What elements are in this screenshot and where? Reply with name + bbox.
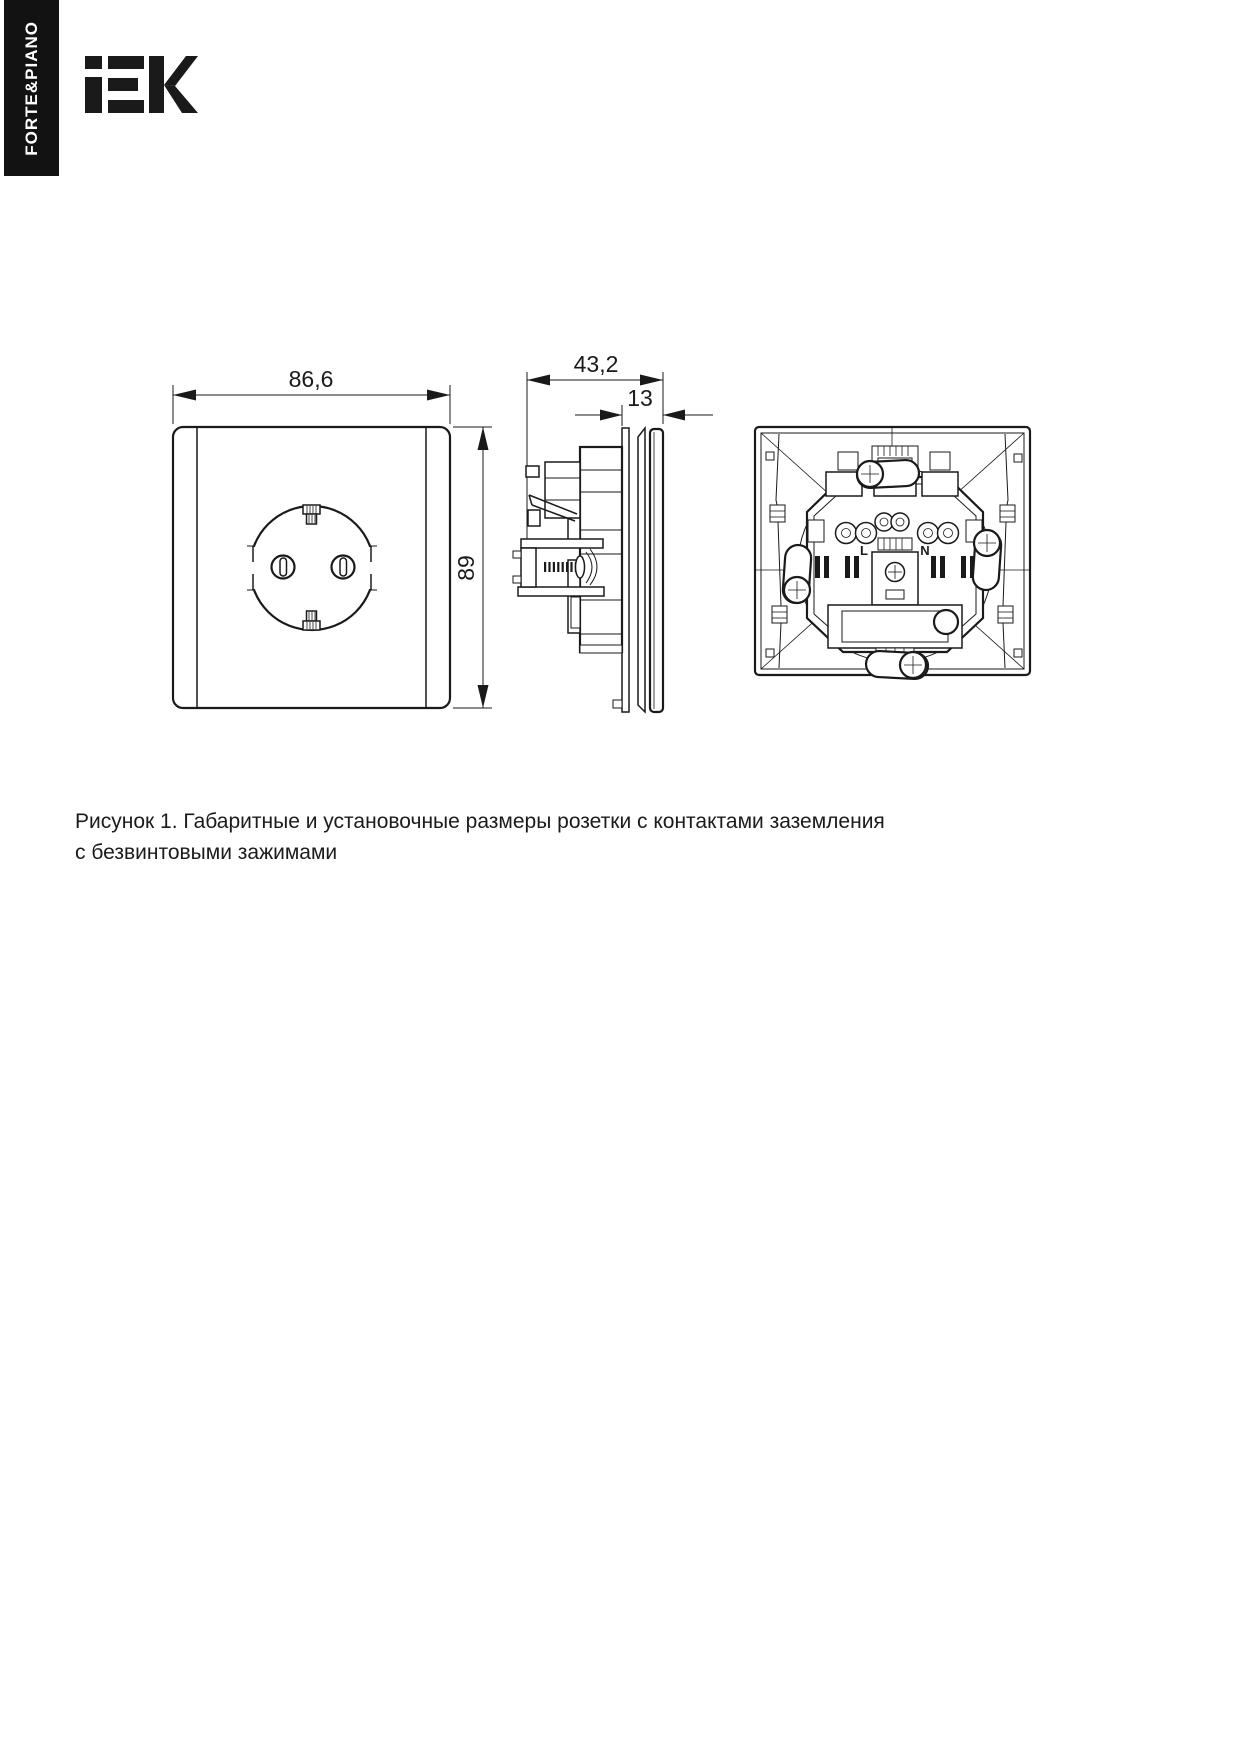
figure-caption [75,806,955,868]
terminal-label-live: L [860,543,868,558]
iek-logo [85,56,198,113]
figure-caption-line1: Рисунок 1. Габаритные и установочные размеры розетки с контактами заземления [75,810,885,833]
mounting-claw-top [856,459,919,488]
brand-series-label: FORTE&PIANO [21,20,41,156]
side-total-depth-dimension: 43,2 [573,351,619,377]
earth-contact-bottom [303,611,320,630]
figure-drawing [0,325,1239,755]
back-view [755,427,1030,680]
iek-logo-icon [85,56,198,113]
figure-caption-line2: с безвинтовыми зажимами [75,841,338,864]
mounting-claw-right [972,530,1002,591]
brand-series-tab [4,0,59,176]
mounting-claw-bottom [865,650,928,679]
front-width-dimension: 86,6 [288,366,334,392]
front-view [173,366,492,708]
terminal-label-neutral: N [920,543,930,558]
side-view [513,351,713,712]
side-front-depth-dimension: 13 [627,385,653,411]
mounting-claw-left [782,544,812,604]
front-height-dimension: 89 [453,555,479,581]
earth-contact-top [303,505,320,524]
